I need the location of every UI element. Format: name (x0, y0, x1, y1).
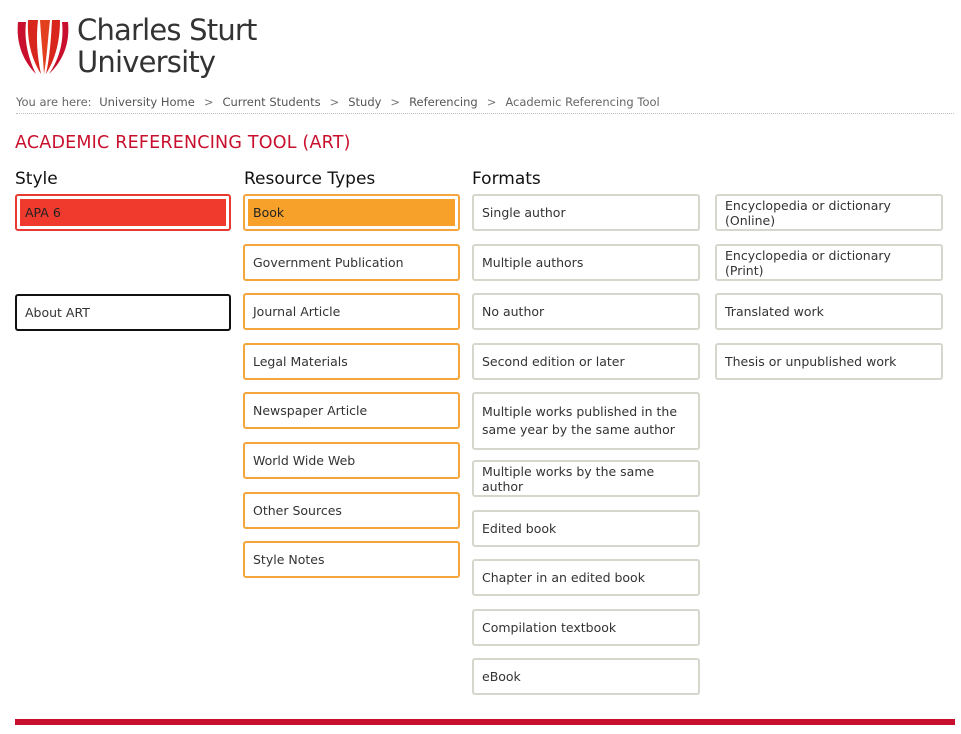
csu-emblem-icon (14, 16, 72, 78)
format-label: Encyclopedia or dictionary (Online) (725, 197, 891, 228)
breadcrumb-separator: > (329, 95, 340, 109)
format-label: Multiple authors (482, 255, 584, 270)
format-label: Multiple works by the same author (482, 463, 655, 494)
format-translated-work[interactable] (715, 293, 943, 330)
style-heading: Style (15, 169, 58, 189)
resource-type-label: Journal Article (253, 304, 341, 319)
resource-type-world-wide-web[interactable] (243, 442, 460, 479)
breadcrumb (16, 95, 954, 114)
resource-type-book[interactable] (243, 194, 460, 231)
style-option-label: APA 6 (20, 199, 226, 226)
resource-type-government-publication[interactable] (243, 244, 460, 281)
resource-type-label: Government Publication (253, 255, 404, 270)
breadcrumb-university-home[interactable]: University Home (99, 95, 195, 109)
resource-type-label: Legal Materials (253, 354, 348, 369)
format-label: No author (482, 304, 545, 319)
breadcrumb-study[interactable]: Study (348, 95, 382, 109)
format-thesis-unpublished[interactable] (715, 343, 943, 380)
breadcrumb-separator: > (486, 95, 497, 109)
resource-type-label: Other Sources (253, 503, 342, 518)
footer-bar (15, 719, 955, 725)
university-name-line1: Charles Sturt (77, 13, 257, 47)
format-label: Edited book (482, 521, 557, 536)
format-chapter-edited-book[interactable] (472, 559, 700, 596)
resource-type-legal-materials[interactable] (243, 343, 460, 380)
style-option-apa6[interactable] (15, 194, 231, 231)
breadcrumb-current-page: Academic Referencing Tool (505, 95, 660, 109)
format-edited-book[interactable] (472, 510, 700, 547)
university-name-line2: University (77, 45, 216, 79)
resource-type-other-sources[interactable] (243, 492, 460, 529)
format-label: Translated work (725, 304, 824, 319)
format-label: Single author (482, 205, 566, 220)
format-label: Multiple works published in the same year by the same author (482, 404, 678, 437)
format-encyclopedia-online[interactable] (715, 194, 943, 231)
format-multiple-authors[interactable] (472, 244, 700, 281)
breadcrumb-referencing[interactable]: Referencing (409, 95, 478, 109)
format-single-author[interactable] (472, 194, 700, 231)
format-multiple-works-same-author[interactable] (472, 460, 700, 497)
format-second-edition[interactable] (472, 343, 700, 380)
format-multiple-works-same-year[interactable] (472, 392, 700, 450)
format-label: Chapter in an edited book (482, 570, 645, 585)
format-compilation-textbook[interactable] (472, 609, 700, 646)
format-label: Compilation textbook (482, 620, 617, 635)
breadcrumb-separator: > (390, 95, 401, 109)
resource-type-style-notes[interactable] (243, 541, 460, 578)
breadcrumb-current-students[interactable]: Current Students (222, 95, 321, 109)
resource-type-label: Book (248, 199, 455, 226)
formats-heading: Formats (472, 169, 541, 189)
university-name (77, 14, 257, 78)
format-encyclopedia-print[interactable] (715, 244, 943, 281)
resource-types-heading: Resource Types (244, 169, 376, 189)
about-art-button[interactable] (15, 294, 231, 331)
page-title: ACADEMIC REFERENCING TOOL (ART) (15, 133, 351, 153)
resource-type-label: Style Notes (253, 552, 325, 567)
resource-type-label: World Wide Web (253, 453, 356, 468)
format-no-author[interactable] (472, 293, 700, 330)
resource-type-journal-article[interactable] (243, 293, 460, 330)
resource-type-label: Newspaper Article (253, 403, 368, 418)
resource-type-newspaper-article[interactable] (243, 392, 460, 429)
format-label: Encyclopedia or dictionary (Print) (725, 247, 891, 278)
format-label: eBook (482, 669, 521, 684)
format-label: Second edition or later (482, 354, 625, 369)
format-label: Thesis or unpublished work (725, 354, 897, 369)
format-ebook[interactable] (472, 658, 700, 695)
breadcrumb-prefix: You are here: (16, 95, 92, 109)
about-art-label: About ART (25, 305, 90, 320)
breadcrumb-separator: > (203, 95, 214, 109)
university-logo[interactable] (14, 13, 257, 84)
